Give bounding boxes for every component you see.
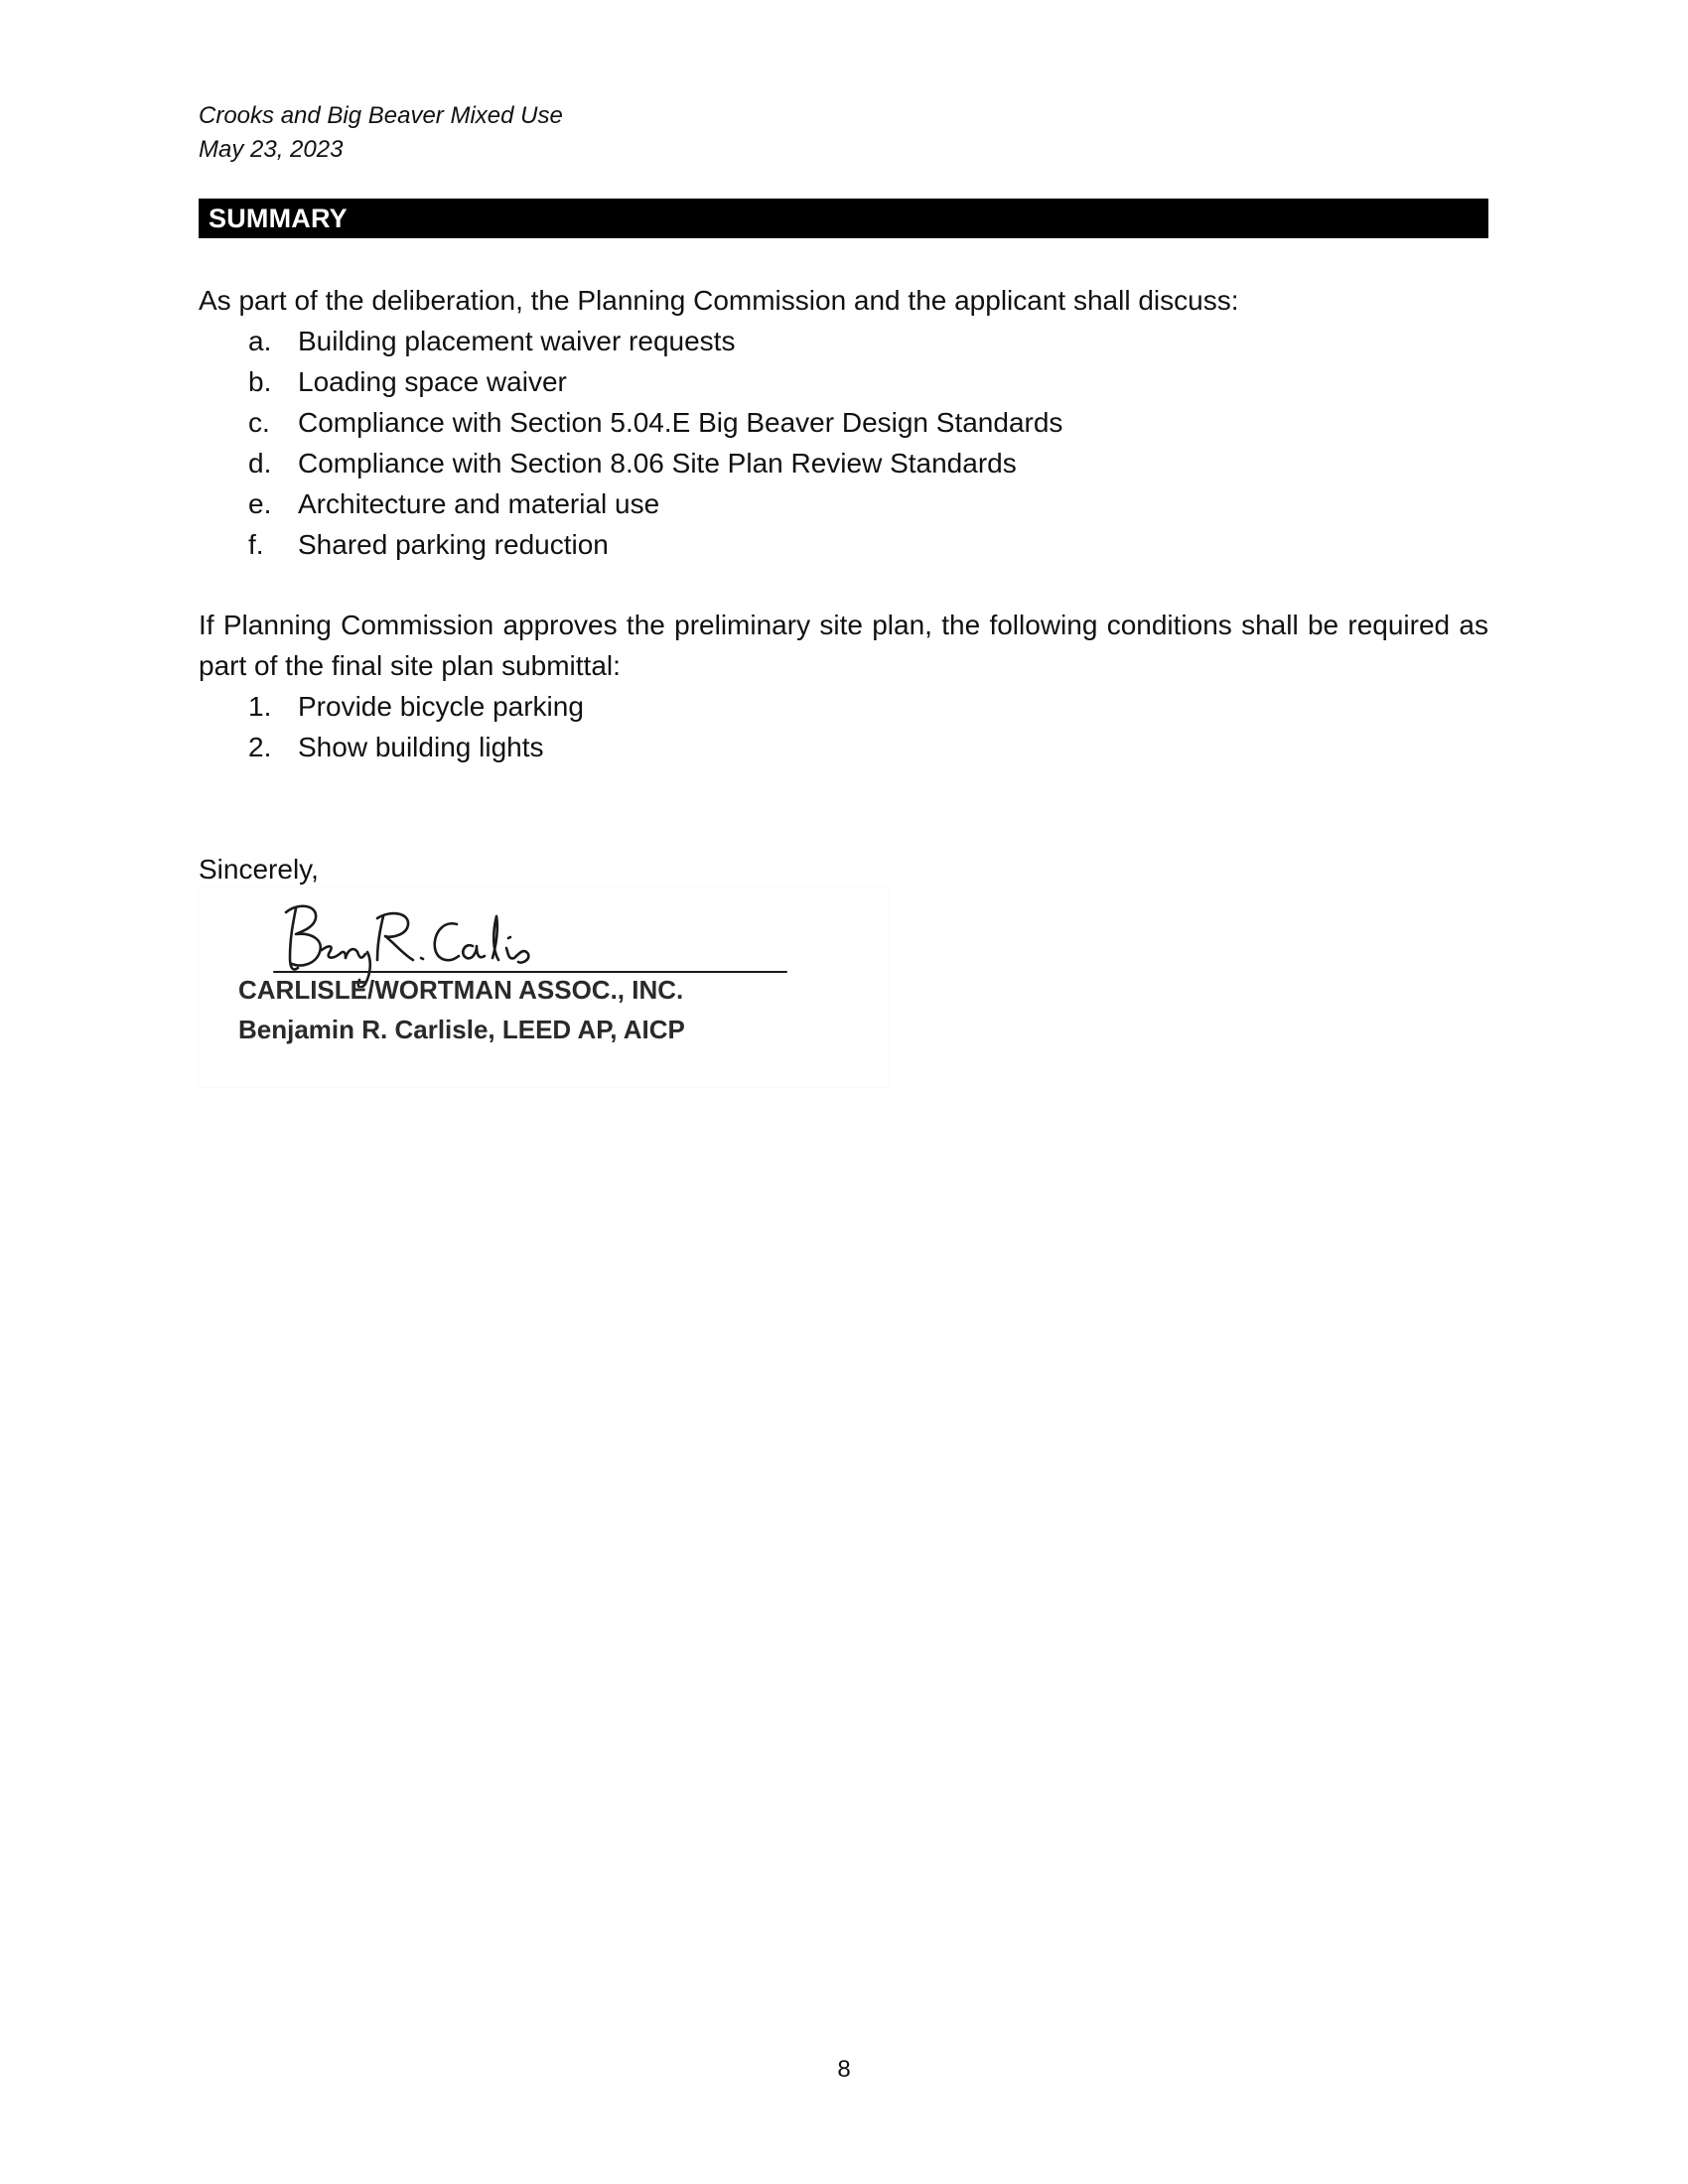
list-item — [199, 524, 1390, 565]
signature-block — [199, 888, 889, 1087]
summary-heading: SUMMARY — [199, 199, 1488, 238]
list-marker: c. — [248, 407, 270, 438]
discussion-list — [199, 321, 1390, 565]
list-item-text: Architecture and material use — [298, 488, 660, 519]
project-title: Crooks and Big Beaver Mixed Use — [199, 102, 563, 129]
list-item — [199, 686, 1390, 727]
summary-intro: As part of the deliberation, the Planning Commission and the applicant shall discuss: — [199, 285, 1239, 316]
signer-name: Benjamin R. Carlisle, LEED AP, AICP — [238, 1015, 685, 1044]
list-marker: b. — [248, 366, 272, 397]
list-item-text: Building placement waiver requests — [298, 326, 736, 356]
list-item-text: Loading space waiver — [298, 366, 567, 397]
document-date: May 23, 2023 — [199, 136, 344, 163]
list-item — [199, 727, 1390, 767]
list-marker: e. — [248, 488, 272, 519]
list-marker: d. — [248, 448, 272, 478]
list-item-text: Provide bicycle parking — [298, 691, 584, 722]
list-item — [199, 402, 1390, 443]
firm-name: CARLISLE/WORTMAN ASSOC., INC. — [238, 975, 684, 1005]
list-marker: f. — [248, 529, 264, 560]
salutation: Sincerely, — [199, 854, 319, 885]
list-marker: 2. — [248, 732, 272, 762]
list-item-text: Compliance with Section 5.04.E Big Beaver Design Standards — [298, 407, 1063, 438]
page-number: 8 — [837, 2056, 851, 2083]
page-header — [199, 99, 563, 167]
list-item-text: Shared parking reduction — [298, 529, 609, 560]
list-item — [199, 361, 1390, 402]
list-item — [199, 321, 1390, 361]
conditions-list — [199, 686, 1390, 767]
list-item-text: Show building lights — [298, 732, 544, 762]
list-item-text: Compliance with Section 8.06 Site Plan Review Standards — [298, 448, 1017, 478]
conditions-intro: If Planning Commission approves the preliminary site plan, the following conditions shall be required as part of the final site plan submittal: — [199, 610, 1488, 681]
list-marker: 1. — [248, 691, 272, 722]
list-item — [199, 483, 1390, 524]
list-marker: a. — [248, 326, 272, 356]
list-item — [199, 443, 1390, 483]
